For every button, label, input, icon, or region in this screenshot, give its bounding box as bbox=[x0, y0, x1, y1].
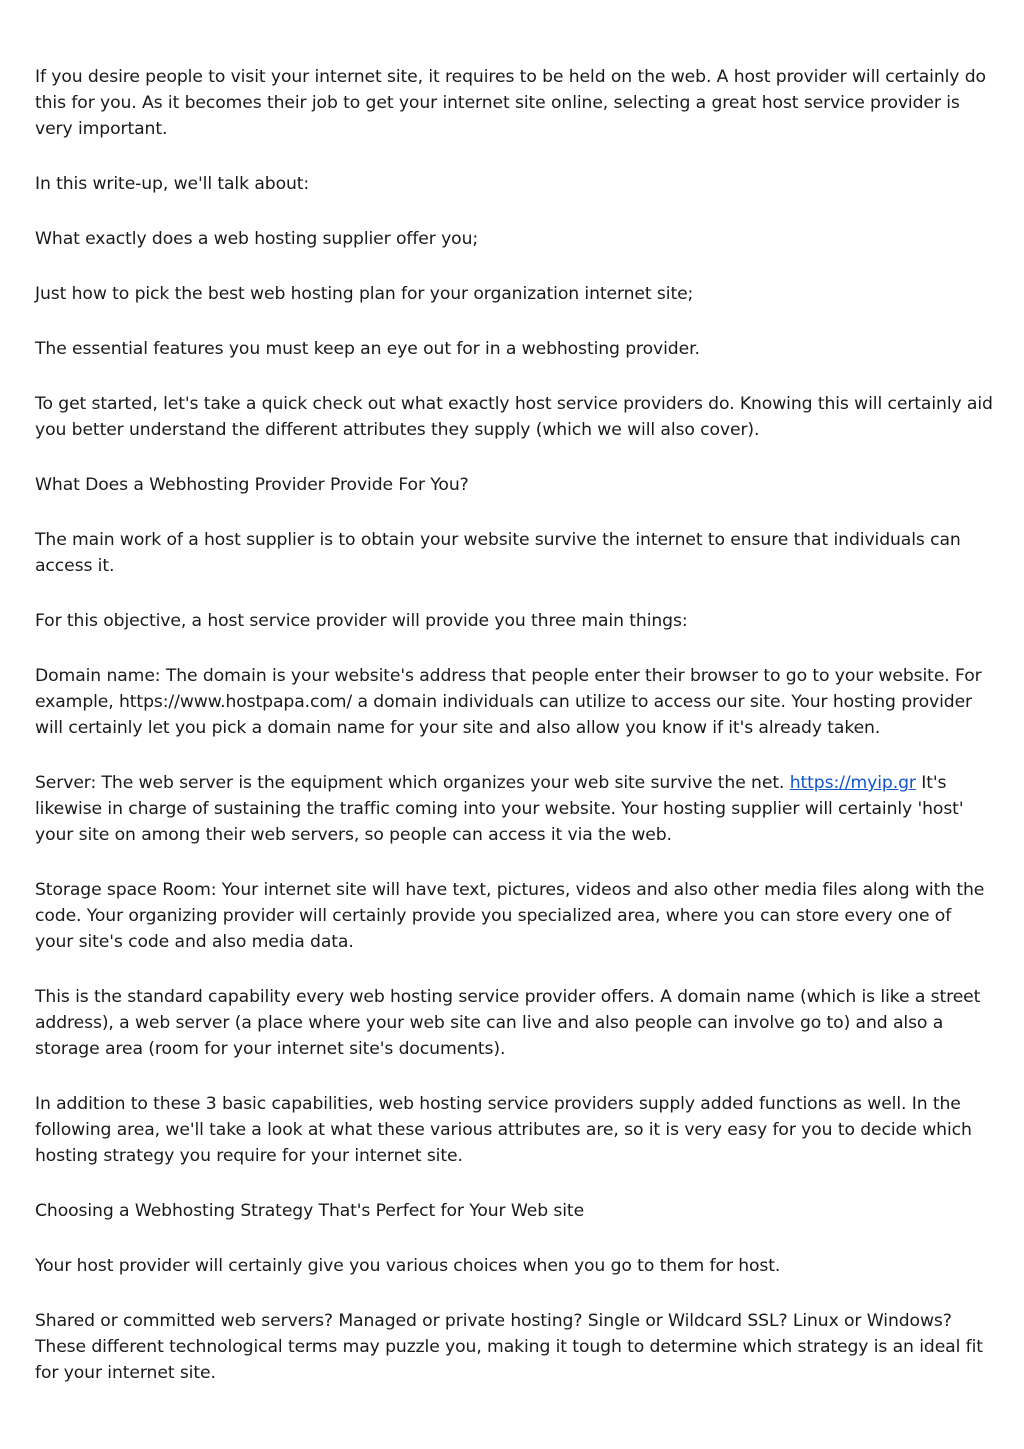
paragraph-server-text-before: Server: The web server is the equipment which organizes your web site survive the net. bbox=[35, 773, 790, 793]
paragraph-technical-terms: Shared or committed web servers? Managed or private hosting? Single or Wildcard SSL? Linux or Windows? These different technological terms may puzzle you, making it tough to determine which strategy is an ideal fit for your internet site. bbox=[35, 1311, 983, 1383]
paragraph-topic-1: What exactly does a web hosting supplier offer you; bbox=[35, 229, 479, 249]
paragraph-get-started: To get started, let's take a quick check out what exactly host service providers do. Knowing this will certainly aid you better understand the different attributes they supply (which we will also cover). bbox=[35, 394, 993, 440]
paragraph-standard-capability: This is the standard capability every web hosting service provider offers. A domain name (which is like a street address), a web server (a place where your web site can live and also people can involve go to) and also a storage area (room for your internet site's documents). bbox=[35, 987, 981, 1059]
paragraph-intro: If you desire people to visit your internet site, it requires to be held on the web. A host provider will certainly do this for you. As it becomes their job to get your internet site online, selecting a great host service provider is very important. bbox=[35, 67, 986, 139]
paragraph-topic-2: Just how to pick the best web hosting plan for your organization internet site; bbox=[35, 284, 694, 304]
myip-link[interactable]: https://myip.gr bbox=[789, 773, 916, 793]
paragraph-main-work: The main work of a host supplier is to obtain your website survive the internet to ensure that individuals can access it. bbox=[35, 530, 961, 576]
section-heading-what-does-provider-provide: What Does a Webhosting Provider Provide For You? bbox=[35, 475, 469, 495]
paragraph-overview: In this write-up, we'll talk about: bbox=[35, 174, 310, 194]
paragraph-topic-3: The essential features you must keep an eye out for in a webhosting provider. bbox=[35, 339, 700, 359]
paragraph-domain-name: Domain name: The domain is your website's address that people enter their browser to go to your website. For example, https://www.hostpapa.com/ a domain individuals can utilize to access our site. Your hosting provider will certainly let you pick a domain name for your site and also allow you know if it's already taken. bbox=[35, 666, 982, 738]
paragraph-server bbox=[35, 770, 993, 848]
paragraph-additional-functions: In addition to these 3 basic capabilities, web hosting service providers supply added functions as well. In the following area, we'll take a look at what these various attributes are, so it is very easy for you to decide which hosting strategy you require for your internet site. bbox=[35, 1094, 972, 1166]
document-body bbox=[35, 64, 993, 1415]
paragraph-choices: Your host provider will certainly give you various choices when you go to them for host. bbox=[35, 1256, 781, 1276]
paragraph-storage: Storage space Room: Your internet site will have text, pictures, videos and also other media files along with the code. Your organizing provider will certainly provide you specialized area, where you can store every one of your site's code and also media data. bbox=[35, 880, 985, 952]
paragraph-three-things: For this objective, a host service provider will provide you three main things: bbox=[35, 611, 688, 631]
section-heading-choosing-strategy: Choosing a Webhosting Strategy That's Perfect for Your Web site bbox=[35, 1201, 585, 1221]
paragraph-server-text-after: It's likewise in charge of sustaining the traffic coming into your website. Your hosting supplier will certainly 'host' your site on among their web servers, so people can access it via the web. bbox=[35, 773, 964, 845]
